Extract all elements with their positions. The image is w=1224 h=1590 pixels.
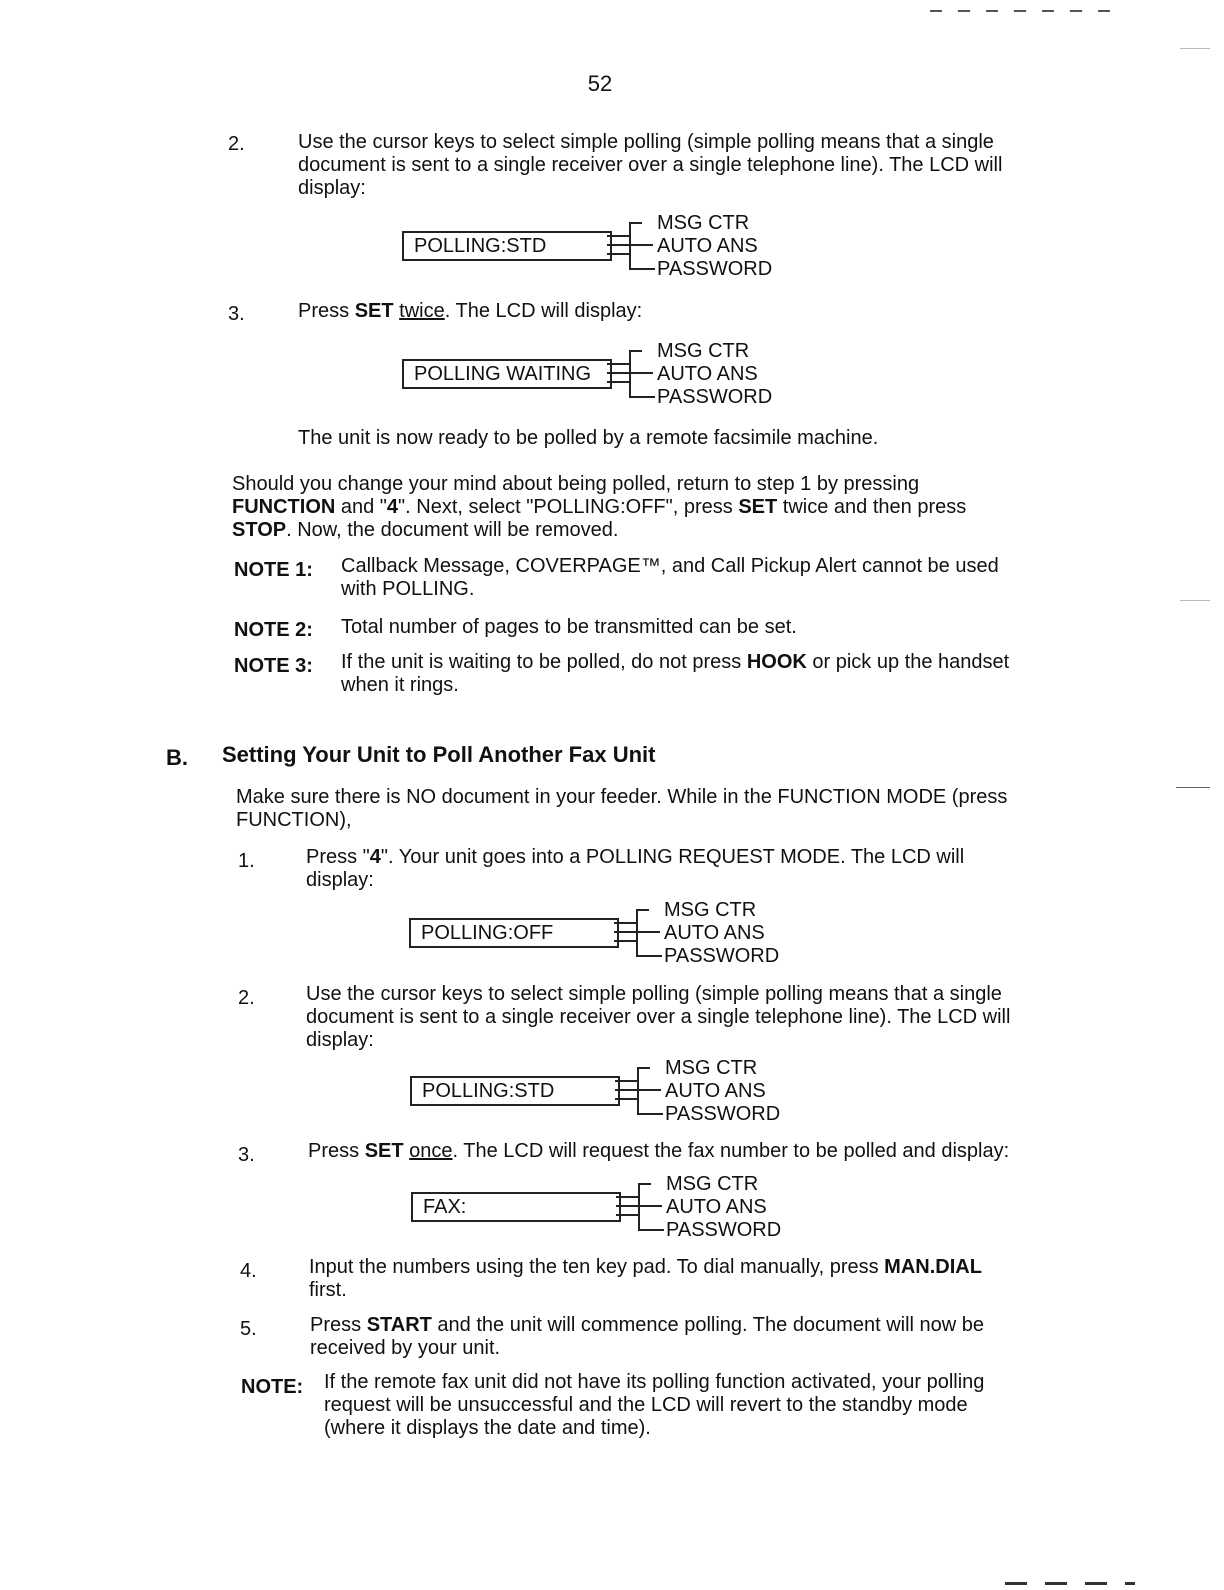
note-label: NOTE 1: bbox=[234, 559, 313, 581]
scan-edge-line bbox=[1180, 48, 1210, 49]
key-name: SET bbox=[738, 496, 778, 518]
lcd-option-msg-ctr: MSG CTR bbox=[665, 1057, 758, 1079]
note-label: NOTE: bbox=[241, 1376, 304, 1398]
key-name: 4 bbox=[369, 846, 381, 868]
lcd-screen: POLLING:OFF bbox=[409, 918, 619, 948]
note-label: NOTE 3: bbox=[234, 655, 313, 677]
step-text: Use the cursor keys to select simple polling (simple polling means that a single document is sent to a single receiver over a single telephone line). The LCD will display: bbox=[298, 131, 1003, 199]
scan-edge-line bbox=[1176, 787, 1210, 788]
lcd-option-auto-ans: AUTO ANS bbox=[657, 363, 758, 385]
section-title: Setting Your Unit to Poll Another Fax Unit bbox=[222, 742, 656, 767]
step-text: Use the cursor keys to select simple polling (simple polling means that a single document is sent to a single receiver over a single telephone line). The LCD will display: bbox=[306, 983, 1011, 1051]
ready-text: The unit is now ready to be polled by a remote facsimile machine. bbox=[298, 427, 879, 449]
text-run: and the unit will commence polling. The document will now be received by your unit. bbox=[310, 1314, 985, 1359]
lcd-option-password: PASSWORD bbox=[657, 386, 773, 408]
lcd-display bbox=[411, 1172, 791, 1247]
text-run: first. bbox=[309, 1279, 347, 1301]
text-run: Press " bbox=[306, 846, 370, 868]
lcd-menu-bracket-icon bbox=[616, 1172, 666, 1242]
text-run: If the unit is waiting to be polled, do not press bbox=[341, 651, 747, 673]
lcd-option-auto-ans: AUTO ANS bbox=[664, 922, 765, 944]
lcd-menu-bracket-icon bbox=[614, 898, 664, 968]
text-run: or pick up the handset when it rings. bbox=[341, 651, 1010, 696]
lcd-display bbox=[410, 1056, 790, 1131]
lcd-option-auto-ans: AUTO ANS bbox=[665, 1080, 766, 1102]
step-number: 3. bbox=[228, 303, 245, 325]
note-text: If the remote fax unit did not have its polling function activated, your polling request will be unsuccessful and the LCD will revert to the standby mode (where it displays the date and time). bbox=[324, 1371, 985, 1439]
lcd-screen: POLLING:STD bbox=[410, 1076, 620, 1106]
key-name: STOP bbox=[232, 519, 287, 541]
lcd-screen: POLLING WAITING bbox=[402, 359, 612, 389]
lcd-option-msg-ctr: MSG CTR bbox=[657, 212, 750, 234]
section-intro: Make sure there is NO document in your feeder. While in the FUNCTION MODE (press FUNCTION), bbox=[236, 786, 1008, 831]
lcd-option-auto-ans: AUTO ANS bbox=[657, 235, 758, 257]
text-run: and " bbox=[335, 496, 387, 518]
step-number: 2. bbox=[238, 987, 255, 1009]
lcd-option-msg-ctr: MSG CTR bbox=[657, 340, 750, 362]
scan-edge-line bbox=[1180, 600, 1210, 601]
step-number: 2. bbox=[228, 133, 245, 155]
lcd-menu-bracket-icon bbox=[607, 211, 657, 281]
lcd-display bbox=[402, 339, 782, 414]
scan-mark bbox=[930, 10, 1120, 12]
text-run: Input the numbers using the ten key pad. To dial manually, press bbox=[309, 1256, 885, 1278]
lcd-option-password: PASSWORD bbox=[657, 258, 773, 280]
step-text bbox=[306, 846, 1026, 892]
lcd-display bbox=[409, 898, 789, 973]
step-text bbox=[309, 1256, 1024, 1302]
text-run: Press bbox=[308, 1140, 365, 1162]
key-name: HOOK bbox=[746, 651, 807, 673]
step-number: 5. bbox=[240, 1318, 257, 1340]
key-name: SET bbox=[364, 1140, 404, 1162]
scan-mark bbox=[1005, 1582, 1135, 1585]
lcd-option-password: PASSWORD bbox=[665, 1103, 781, 1125]
section-letter: B. bbox=[166, 745, 188, 770]
key-name: SET bbox=[354, 300, 394, 322]
note-text: Callback Message, COVERPAGE™, and Call Pickup Alert cannot be used with POLLING. bbox=[341, 555, 999, 600]
text-run: ". Next, select "POLLING:OFF", press bbox=[398, 496, 739, 518]
text-run: ". Your unit goes into a POLLING REQUEST MODE. The LCD will display: bbox=[306, 846, 965, 891]
text-run: Should you change your mind about being polled, return to step 1 by pressing bbox=[232, 473, 920, 495]
text-run: twice and then press bbox=[777, 496, 967, 518]
step-number: 4. bbox=[240, 1260, 257, 1282]
note-label: NOTE 2: bbox=[234, 619, 313, 641]
emphasis: twice bbox=[399, 300, 445, 322]
note-text bbox=[341, 651, 1041, 697]
lcd-menu-bracket-icon bbox=[607, 339, 657, 409]
key-name: MAN.DIAL bbox=[884, 1256, 982, 1278]
step-text bbox=[308, 1140, 1038, 1163]
lcd-screen: POLLING:STD bbox=[402, 231, 612, 261]
text-run: . The LCD will request the fax number to be polled and display: bbox=[452, 1140, 1010, 1162]
step-text bbox=[298, 300, 1028, 323]
page-number: 52 bbox=[587, 71, 613, 96]
key-name: 4 bbox=[386, 496, 399, 518]
text-run: Press bbox=[310, 1314, 367, 1336]
lcd-option-msg-ctr: MSG CTR bbox=[664, 899, 757, 921]
text-run: . Now, the document will be removed. bbox=[286, 519, 619, 541]
step-number: 3. bbox=[238, 1144, 255, 1166]
lcd-option-msg-ctr: MSG CTR bbox=[666, 1173, 759, 1195]
step-number: 1. bbox=[238, 850, 255, 872]
step-text bbox=[310, 1314, 1025, 1360]
lcd-option-auto-ans: AUTO ANS bbox=[666, 1196, 767, 1218]
emphasis: once bbox=[409, 1140, 453, 1162]
lcd-option-password: PASSWORD bbox=[666, 1219, 782, 1241]
lcd-menu-bracket-icon bbox=[615, 1056, 665, 1126]
key-name: START bbox=[366, 1314, 432, 1336]
note-text: Total number of pages to be transmitted can be set. bbox=[341, 616, 797, 638]
change-mind-paragraph bbox=[232, 473, 1022, 542]
text-run: . The LCD will display: bbox=[444, 300, 643, 322]
key-name: FUNCTION bbox=[232, 496, 336, 518]
lcd-display bbox=[402, 211, 782, 286]
lcd-option-password: PASSWORD bbox=[664, 945, 780, 967]
lcd-screen: FAX: bbox=[411, 1192, 621, 1222]
text-run: Press bbox=[298, 300, 355, 322]
